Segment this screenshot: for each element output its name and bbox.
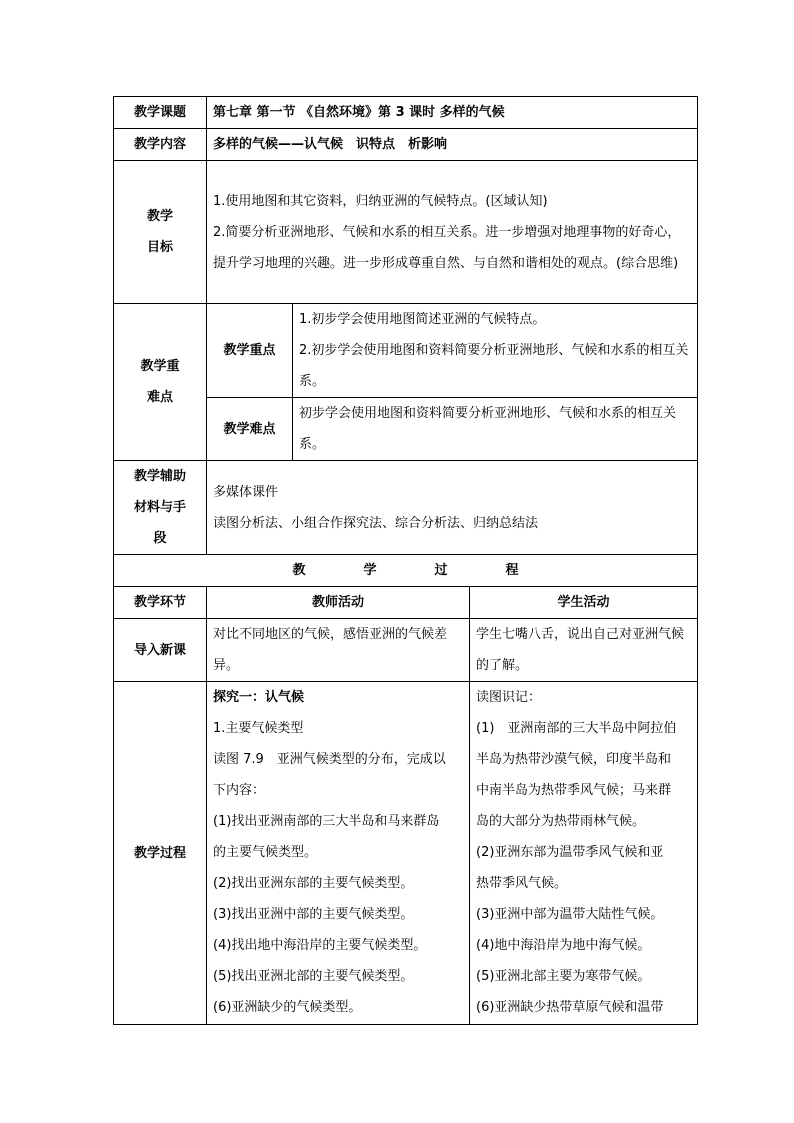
goals-label-line2: 目标 — [146, 240, 173, 255]
row-content — [114, 129, 698, 161]
row-materials — [114, 461, 698, 555]
focus-content — [293, 304, 698, 398]
topic-label: 教学课题 — [114, 97, 207, 129]
student-line: (5)亚洲北部主要为寒带气候。 — [476, 969, 651, 984]
goal-item: 1.使用地图和其它资料，归纳亚洲的气候特点。(区域认知) — [213, 193, 548, 209]
key-points-label-line1: 教学重 — [140, 359, 180, 374]
student-line: (3)亚洲中部为温带大陆性气候。 — [476, 907, 664, 922]
goals-label-line1: 教学 — [146, 209, 173, 224]
header-student: 学生活动 — [470, 587, 698, 619]
row-intro — [114, 619, 698, 682]
materials-label — [114, 461, 207, 555]
teacher-line: 的主要气候类型。 — [213, 845, 318, 860]
key-points-label-line2: 难点 — [146, 390, 173, 405]
teacher-line: (3)找出亚洲中部的主要气候类型。 — [213, 907, 414, 922]
focus-item: 1.初步学会使用地图简述亚洲的气候特点。 — [299, 312, 546, 327]
row-focus — [114, 304, 698, 398]
intro-label: 导入新课 — [114, 619, 207, 682]
goal-item: 2.简要分析亚洲地形、气候和水系的相互关系。进一步增强对地理事物的好奇心，提升学习地理的兴趣。进一步形成尊重自然、与自然和谐相处的观点。(综合思维) — [213, 224, 681, 271]
student-line: 中南半岛为热带季风气候；马来群 — [476, 783, 672, 798]
student-line: 半岛为热带沙漠气候，印度半岛和 — [476, 752, 672, 767]
teacher-line: 探究一：认气候 — [213, 690, 305, 705]
difficulty-label: 教学难点 — [207, 398, 293, 461]
header-teacher: 教师活动 — [207, 587, 470, 619]
focus-item: 2.初步学会使用地图和资料简要分析亚洲地形、气候和水系的相互关系。 — [299, 343, 689, 389]
teacher-line: (5)找出亚洲北部的主要气候类型。 — [213, 969, 414, 984]
row-goals — [114, 161, 698, 304]
topic-value: 第七章 第一节 《自然环境》第 3 课时 多样的气候 — [207, 97, 698, 129]
materials-label-line2: 材料与手 — [133, 500, 186, 515]
materials-content — [207, 461, 698, 555]
difficulty-content: 初步学会使用地图和资料简要分析亚洲地形、气候和水系的相互关系。 — [293, 398, 698, 461]
process-student — [470, 682, 698, 1025]
materials-line: 多媒体课件 — [213, 484, 279, 500]
teacher-line: (2)找出亚洲东部的主要气候类型。 — [213, 876, 414, 891]
process-title-text: 教学过程 — [292, 563, 577, 578]
content-value: 多样的气候——认气候 识特点 析影响 — [207, 129, 698, 161]
teacher-line: 下内容： — [213, 783, 266, 798]
teacher-line: (6)亚洲缺少的气候类型。 — [213, 1000, 362, 1015]
row-process-title — [114, 555, 698, 587]
intro-teacher: 对比不同地区的气候，感悟亚洲的气候差异。 — [207, 619, 470, 682]
intro-student: 学生七嘴八舌，说出自己对亚洲气候的了解。 — [470, 619, 698, 682]
materials-label-line3: 段 — [153, 531, 167, 546]
goals-content — [207, 161, 698, 304]
materials-line: 读图分析法、小组合作探究法、综合分析法、归纳总结法 — [213, 515, 539, 531]
process-teacher — [207, 682, 470, 1025]
teacher-line: 1.主要气候类型 — [213, 721, 304, 736]
lesson-plan-table — [113, 96, 698, 1025]
teacher-line: (1)找出亚洲南部的三大半岛和马来群岛 — [213, 814, 440, 829]
row-topic — [114, 97, 698, 129]
student-line: (1) 亚洲南部的三大半岛中阿拉伯 — [476, 721, 677, 736]
goals-label — [114, 161, 207, 304]
student-line: (2)亚洲东部为温带季风气候和亚 — [476, 845, 664, 860]
header-stage: 教学环节 — [114, 587, 207, 619]
student-line: 读图识记： — [476, 690, 542, 705]
process-label: 教学过程 — [114, 682, 207, 1025]
student-line: (4)地中海沿岸为地中海气候。 — [476, 938, 651, 953]
teacher-line: 读图 7.9 亚洲气候类型的分布，完成以 — [213, 752, 446, 767]
student-line: (6)亚洲缺少热带草原气候和温带 — [476, 1000, 664, 1015]
student-line: 热带季风气候。 — [476, 876, 568, 891]
teacher-line: (4)找出地中海沿岸的主要气候类型。 — [213, 938, 427, 953]
materials-label-line1: 教学辅助 — [133, 469, 186, 484]
student-line: 岛的大部分为热带雨林气候。 — [476, 814, 646, 829]
key-points-label — [114, 304, 207, 461]
content-label: 教学内容 — [114, 129, 207, 161]
row-process-header — [114, 587, 698, 619]
process-title — [114, 555, 698, 587]
row-process — [114, 682, 698, 1025]
focus-label: 教学重点 — [207, 304, 293, 398]
